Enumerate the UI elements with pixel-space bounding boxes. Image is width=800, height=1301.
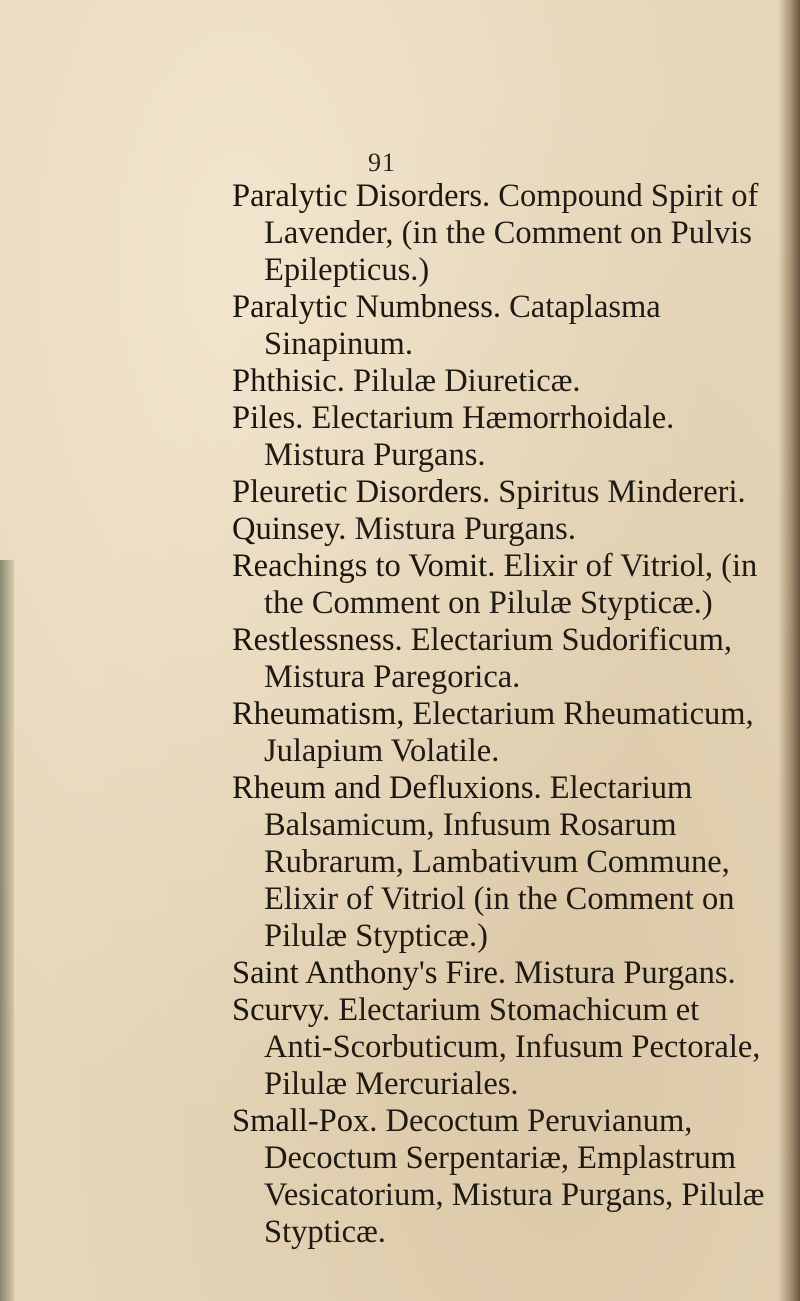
index-entry: [232, 363, 772, 400]
index-entry: [232, 955, 772, 992]
entry-remedy: Spiritus Mindereri.: [498, 474, 746, 510]
entry-remedy: Decoctum Peruvianum, Decoctum Serpentariæ, Emplastrum Vesicatorium, Mistura Purgans, Pilulæ Stypticæ.: [264, 1103, 765, 1250]
entry-remedy: Electarium Sudorificum, Mistura Paregorica.: [264, 622, 733, 695]
entry-remedy: Cataplasma Sinapinum.: [264, 289, 661, 362]
entry-term: Scurvy.: [232, 992, 331, 1028]
entry-term: Quinsey.: [232, 511, 347, 547]
index-entry: [232, 511, 772, 548]
page-shadow-left: [0, 560, 14, 1301]
entry-term: Phthisic.: [232, 363, 345, 399]
index-entry: [232, 400, 772, 474]
index-entry: [232, 289, 772, 363]
entry-term: Reachings to Vomit.: [232, 548, 496, 584]
entry-remedy: Electarium Rheumaticum, Julapium Volatile.: [264, 696, 754, 769]
entry-term: Saint Anthony's Fire.: [232, 955, 506, 991]
entry-term: Rheumatism,: [232, 696, 405, 732]
index-entry: [232, 770, 772, 955]
index-entry: [232, 548, 772, 622]
entry-term: Restlessness.: [232, 622, 403, 658]
entry-remedy: Compound Spirit of Lavender, (in the Comment on Pulvis Epilepticus.): [264, 178, 759, 288]
entry-remedy: Pilulæ Diureticæ.: [353, 363, 581, 399]
entry-remedy: Mistura Purgans.: [514, 955, 736, 991]
page-number: 91: [368, 148, 396, 177]
page-shadow-right: [778, 0, 800, 1301]
index-entry: [232, 622, 772, 696]
entry-remedy: Electarium Stomachicum et Anti-Scorbuticum, Infusum Pectorale, Pilulæ Mercuriales.: [264, 992, 761, 1102]
remedy-index: [232, 178, 772, 1251]
index-entry: [232, 992, 772, 1103]
entry-term: Pleuretic Disorders.: [232, 474, 491, 510]
index-entry: [232, 178, 772, 289]
entry-term: Paralytic Disorders.: [232, 178, 491, 214]
entry-term: Paralytic Numbness.: [232, 289, 501, 325]
entry-remedy: Elixir of Vitriol, (in the Comment on Pilulæ Stypticæ.): [264, 548, 758, 621]
entry-remedy: Electarium Hæmorrhoidale. Mistura Purgans.: [264, 400, 675, 473]
index-entry: [232, 1103, 772, 1251]
entry-remedy: Mistura Purgans.: [354, 511, 576, 547]
entry-term: Piles.: [232, 400, 304, 436]
entry-remedy: Electarium Balsamicum, Infusum Rosarum Rubrarum, Lambativum Commune, Elixir of Vitriol (in the Comment on Pilulæ Stypticæ.): [264, 770, 735, 954]
index-entry: [232, 474, 772, 511]
index-entry: [232, 696, 772, 770]
entry-term: Small-Pox.: [232, 1103, 378, 1139]
entry-term: Rheum and Defluxions.: [232, 770, 542, 806]
